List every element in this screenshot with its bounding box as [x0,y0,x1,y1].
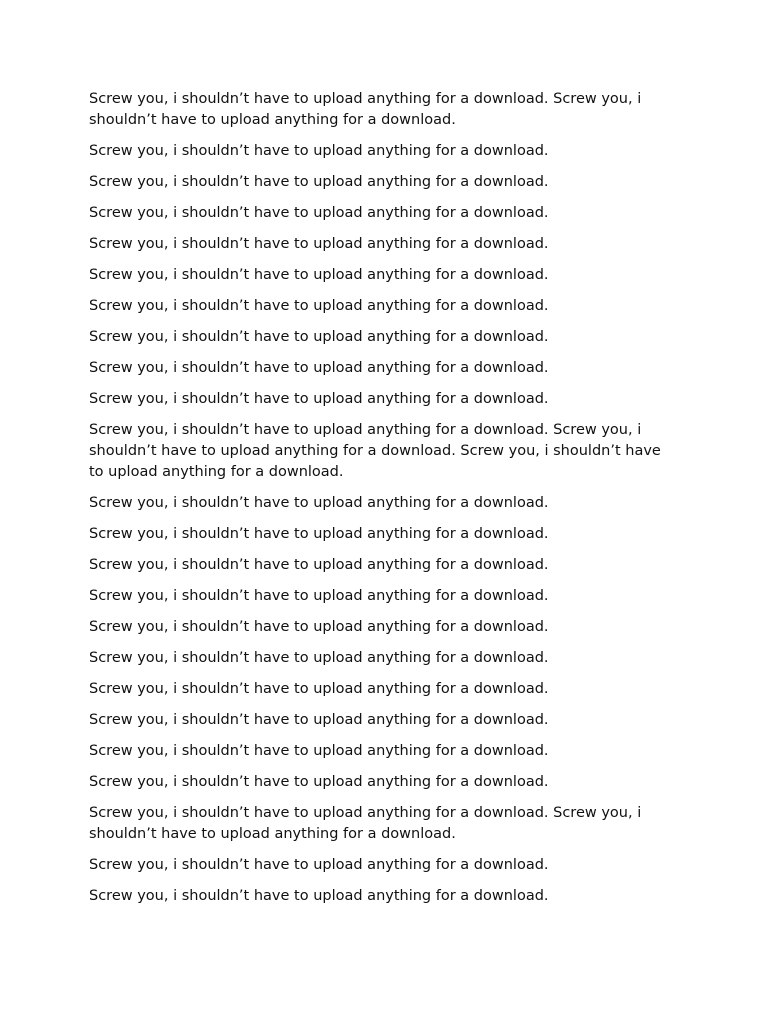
paragraph-15: Screw you, i shouldn’t have to upload anything for a download. [89,588,549,604]
paragraph-24: Screw you, i shouldn’t have to upload anything for a download. [89,888,549,904]
paragraph-21: Screw you, i shouldn’t have to upload anything for a download. [89,774,549,790]
paragraph-8: Screw you, i shouldn’t have to upload anything for a download. [89,329,549,345]
paragraph-6: Screw you, i shouldn’t have to upload anything for a download. [89,267,549,283]
paragraph-16: Screw you, i shouldn’t have to upload anything for a download. [89,619,549,635]
paragraph-14: Screw you, i shouldn’t have to upload anything for a download. [89,557,549,573]
paragraph-4: Screw you, i shouldn’t have to upload anything for a download. [89,205,549,221]
paragraph-2: Screw you, i shouldn’t have to upload anything for a download. [89,143,549,159]
paragraph-1: Screw you, i shouldn’t have to upload anything for a download. Screw you, i shouldn’t have to upload anything for a download. [89,91,642,128]
paragraph-12: Screw you, i shouldn’t have to upload anything for a download. [89,495,549,511]
paragraph-17: Screw you, i shouldn’t have to upload anything for a download. [89,650,549,666]
paragraph-20: Screw you, i shouldn’t have to upload anything for a download. [89,743,549,759]
paragraph-5: Screw you, i shouldn’t have to upload anything for a download. [89,236,549,252]
paragraph-11: Screw you, i shouldn’t have to upload anything for a download. Screw you, i shouldn’t have to upload anything for a download. Screw you, i shouldn’t have to upload anything for a download. [89,422,661,480]
paragraph-7: Screw you, i shouldn’t have to upload anything for a download. [89,298,549,314]
paragraph-3: Screw you, i shouldn’t have to upload anything for a download. [89,174,549,190]
paragraph-22: Screw you, i shouldn’t have to upload anything for a download. Screw you, i shouldn’t have to upload anything for a download. [89,805,642,842]
paragraph-18: Screw you, i shouldn’t have to upload anything for a download. [89,681,549,697]
paragraph-10: Screw you, i shouldn’t have to upload anything for a download. [89,391,549,407]
paragraph-13: Screw you, i shouldn’t have to upload anything for a download. [89,526,549,542]
paragraph-19: Screw you, i shouldn’t have to upload anything for a download. [89,712,549,728]
paragraph-9: Screw you, i shouldn’t have to upload anything for a download. [89,360,549,376]
paragraph-23: Screw you, i shouldn’t have to upload anything for a download. [89,857,549,873]
